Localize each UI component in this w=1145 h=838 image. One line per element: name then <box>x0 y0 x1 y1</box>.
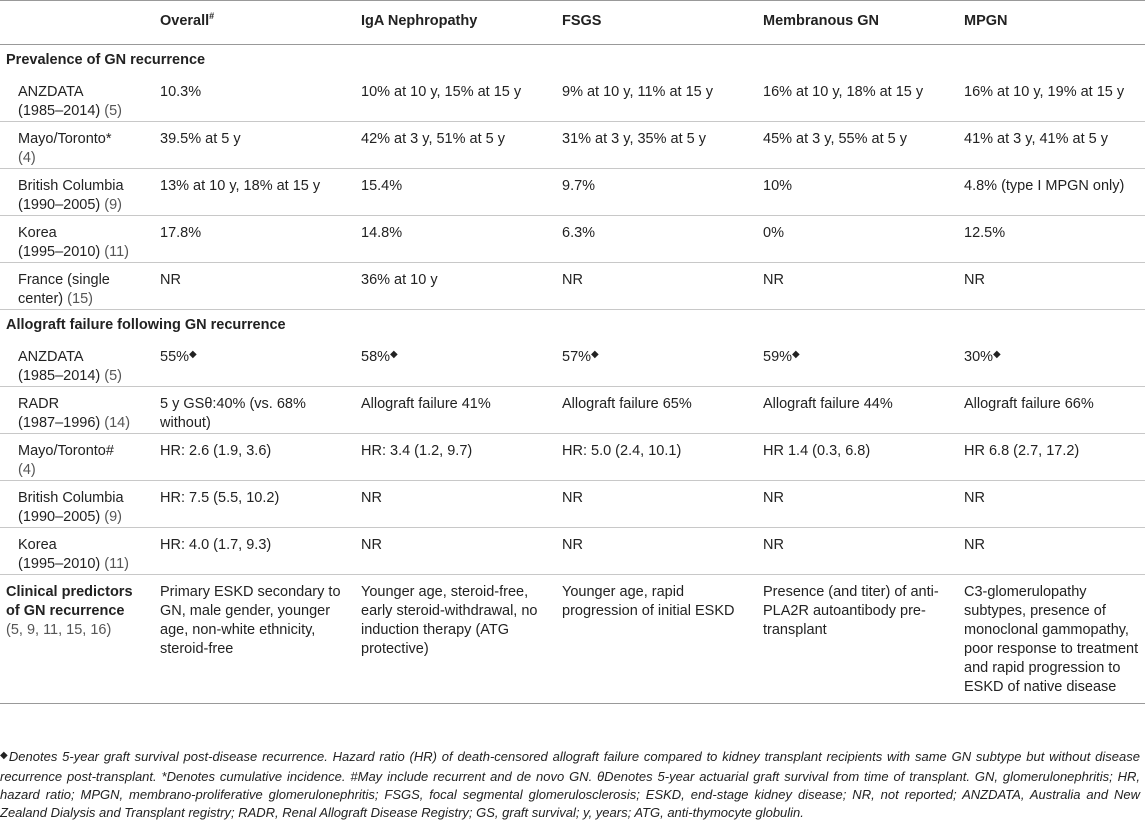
value-cell <box>353 387 554 434</box>
value-cell <box>755 216 956 263</box>
value-cell <box>755 263 956 310</box>
table-row <box>0 263 1145 310</box>
value-cell <box>956 263 1145 310</box>
cell-value: 16% at 10 y, 18% at 15 y <box>763 84 924 100</box>
value-cell <box>353 528 554 575</box>
study-years: (1987–1996) <box>18 415 101 431</box>
value-cell <box>956 169 1145 216</box>
reference: (15) <box>67 291 93 307</box>
cell-value: NR <box>763 490 784 506</box>
diamond-icon: ◆ <box>189 349 197 360</box>
study-years: (1990–2005) <box>18 197 101 213</box>
cell-value: NR <box>964 490 985 506</box>
predictor-cell: C3-glomerulopathy subtypes, presence of monoclonal gammopathy, poor response to treatment and rapid progression to ESKD of native disease <box>956 575 1145 704</box>
study-cell <box>0 216 152 263</box>
study-cell <box>0 434 152 481</box>
reference: (4) <box>18 150 36 166</box>
study-years: (1995–2010) <box>18 556 101 572</box>
cell-value: HR: 5.0 (2.4, 10.1) <box>562 443 682 459</box>
header-iga: IgA Nephropathy <box>353 1 554 45</box>
study-period <box>6 508 148 527</box>
cell-value: HR 1.4 (0.3, 6.8) <box>763 443 871 459</box>
value-cell <box>956 481 1145 528</box>
diamond-icon: ◆ <box>390 349 398 360</box>
study-name: RADR <box>18 396 60 412</box>
cell-value: NR <box>763 537 784 553</box>
study-period <box>6 555 148 574</box>
predictors-refs: (5, 9, 11, 15, 16) <box>6 622 112 638</box>
value-cell <box>554 528 755 575</box>
value-cell <box>152 263 353 310</box>
header-mpgn: MPGN <box>956 1 1145 45</box>
cell-value: NR <box>562 490 583 506</box>
study-period <box>6 196 148 215</box>
cell-value: 16% at 10 y, 19% at 15 y <box>964 84 1125 100</box>
cell-value: NR <box>160 272 181 288</box>
value-cell <box>755 169 956 216</box>
value-cell <box>554 216 755 263</box>
cell-value: 36% at 10 y <box>361 272 438 288</box>
header-fsgs: FSGS <box>554 1 755 45</box>
cell-value: HR 6.8 (2.7, 17.2) <box>964 443 1080 459</box>
predictor-cell: Primary ESKD secondary to GN, male gender, younger age, non-white ethnicity, steroid-free <box>152 575 353 704</box>
cell-value: 41% at 3 y, 41% at 5 y <box>964 131 1109 147</box>
value-cell <box>755 481 956 528</box>
study-cell <box>0 122 152 169</box>
cell-value: NR <box>964 272 985 288</box>
footnote-text: Denotes 5-year graft survival post-disease recurrence. Hazard ratio (HR) of death-censored allograft failure compared to kidney transplant recipients with same GN subtype but without disease recurrence post-transplant. *Denotes cumulative incidence. #May include recurrent and de novo GN. θDenotes 5-year actuarial graft survival from time of transplant. GN, glomerulonephritis; HR, hazard ratio; MPGN, membrano-proliferative glomerulonephritis; FSGS, focal segmental glomerulosclerosis; ESKD, end-stage kidney disease; NR, not reported; ANZDATA, Australia and New Zealand Dialysis and Transplant registry; RADR, Renal Allograft Disease Registry; GS, graft survival; y, years; ATG, anti-thymocyte globulin. <box>0 749 1140 820</box>
value-cell <box>353 340 554 387</box>
cell-value: Allograft failure 44% <box>763 396 893 412</box>
cell-value: 58% <box>361 349 391 365</box>
cell-value: NR <box>562 537 583 553</box>
study-cell <box>0 481 152 528</box>
value-cell <box>755 340 956 387</box>
table-row <box>0 528 1145 575</box>
value-cell <box>755 434 956 481</box>
study-cell <box>0 263 152 310</box>
header-empty <box>0 1 152 45</box>
study-name: France (single <box>18 272 110 288</box>
value-cell <box>755 387 956 434</box>
section-prevalence: Prevalence of GN recurrence <box>6 52 206 68</box>
cell-value: HR: 7.5 (5.5, 10.2) <box>160 490 280 506</box>
cell-value: 5 y GSθ:40% (vs. 68% without) <box>160 396 306 431</box>
value-cell <box>554 340 755 387</box>
diamond-icon: ◆ <box>0 750 9 761</box>
cell-value: NR <box>964 537 985 553</box>
value-cell <box>956 340 1145 387</box>
study-name: Korea <box>18 537 57 553</box>
table-row <box>0 434 1145 481</box>
table-row <box>0 481 1145 528</box>
cell-value: 10.3% <box>160 84 202 100</box>
study-years: center) <box>18 291 64 307</box>
predictor-cell: Younger age, steroid-free, early steroid-withdrawal, no induction therapy (ATG protective) <box>353 575 554 704</box>
value-cell <box>353 434 554 481</box>
study-name: Mayo/Toronto# <box>18 443 114 459</box>
cell-value: NR <box>361 490 382 506</box>
cell-value: 59% <box>763 349 793 365</box>
study-cell <box>0 75 152 122</box>
study-cell <box>0 528 152 575</box>
value-cell <box>956 122 1145 169</box>
cell-value: 0% <box>763 225 784 241</box>
study-years: (1995–2010) <box>18 244 101 260</box>
cell-value: 12.5% <box>964 225 1006 241</box>
cell-value: HR: 2.6 (1.9, 3.6) <box>160 443 272 459</box>
value-cell <box>353 169 554 216</box>
value-cell <box>755 122 956 169</box>
study-period <box>6 414 148 433</box>
cell-value: HR: 3.4 (1.2, 9.7) <box>361 443 473 459</box>
section-failure <box>0 310 1145 341</box>
footnote <box>0 748 1140 822</box>
cell-value: 39.5% at 5 y <box>160 131 241 147</box>
value-cell <box>152 528 353 575</box>
header-membranous: Membranous GN <box>755 1 956 45</box>
value-cell <box>755 528 956 575</box>
reference: (11) <box>104 244 129 260</box>
cell-value: NR <box>361 537 382 553</box>
value-cell <box>956 216 1145 263</box>
value-cell <box>152 122 353 169</box>
value-cell <box>152 434 353 481</box>
study-name: Mayo/Toronto* <box>18 131 112 147</box>
cell-value: 9.7% <box>562 178 596 194</box>
cell-value: 42% at 3 y, 51% at 5 y <box>361 131 506 147</box>
header-overall: Overall# <box>152 1 353 45</box>
study-name: ANZDATA <box>18 84 84 100</box>
value-cell <box>956 528 1145 575</box>
diamond-icon: ◆ <box>591 349 599 360</box>
table-row <box>0 75 1145 122</box>
study-years: (1985–2014) <box>18 103 101 119</box>
value-cell <box>554 263 755 310</box>
study-name: ANZDATA <box>18 349 84 365</box>
value-cell <box>554 387 755 434</box>
value-cell <box>554 169 755 216</box>
table-row <box>0 122 1145 169</box>
cell-value: 10% <box>763 178 793 194</box>
study-period <box>6 461 148 480</box>
reference: (9) <box>104 509 123 525</box>
header-row <box>0 1 1145 45</box>
study-cell <box>0 340 152 387</box>
study-period <box>6 102 148 121</box>
study-cell <box>0 169 152 216</box>
table-row <box>0 169 1145 216</box>
predictor-cell: Presence (and titer) of anti-PLA2R autoantibody pre-transplant <box>755 575 956 704</box>
study-name: Korea <box>18 225 57 241</box>
table-row <box>0 216 1145 263</box>
value-cell <box>353 122 554 169</box>
study-period <box>6 149 148 168</box>
study-years: (1985–2014) <box>18 368 101 384</box>
study-name: British Columbia <box>18 490 124 506</box>
cell-value: 55% <box>160 349 190 365</box>
study-years: (1990–2005) <box>18 509 101 525</box>
value-cell <box>152 481 353 528</box>
reference: (5) <box>104 103 123 119</box>
predictors-row <box>0 575 1145 704</box>
cell-value: 57% <box>562 349 592 365</box>
value-cell <box>956 387 1145 434</box>
reference: (5) <box>104 368 123 384</box>
study-name: British Columbia <box>18 178 124 194</box>
value-cell <box>152 169 353 216</box>
value-cell <box>554 75 755 122</box>
study-cell <box>0 387 152 434</box>
value-cell <box>755 75 956 122</box>
value-cell <box>554 122 755 169</box>
cell-value: 6.3% <box>562 225 596 241</box>
study-period <box>6 290 148 309</box>
cell-value: 31% at 3 y, 35% at 5 y <box>562 131 707 147</box>
value-cell <box>956 434 1145 481</box>
value-cell <box>152 387 353 434</box>
study-period <box>6 367 148 386</box>
table-row <box>0 387 1145 434</box>
value-cell <box>554 481 755 528</box>
cell-value: 15.4% <box>361 178 403 194</box>
cell-value: 10% at 10 y, 15% at 15 y <box>361 84 522 100</box>
value-cell <box>956 75 1145 122</box>
value-cell <box>554 434 755 481</box>
diamond-icon: ◆ <box>792 349 800 360</box>
value-cell <box>152 340 353 387</box>
cell-value: 45% at 3 y, 55% at 5 y <box>763 131 908 147</box>
predictor-cell: Younger age, rapid progression of initial ESKD <box>554 575 755 704</box>
value-cell <box>152 75 353 122</box>
study-period <box>6 243 148 262</box>
value-cell <box>353 216 554 263</box>
reference: (4) <box>18 462 36 478</box>
value-cell <box>152 216 353 263</box>
cell-value: 13% at 10 y, 18% at 15 y <box>160 178 321 194</box>
cell-value: HR: 4.0 (1.7, 9.3) <box>160 537 272 553</box>
reference: (9) <box>104 197 123 213</box>
cell-value: 14.8% <box>361 225 403 241</box>
section-title: Allograft failure following GN recurrence <box>0 310 1145 341</box>
cell-value: NR <box>562 272 583 288</box>
value-cell <box>353 481 554 528</box>
cell-value: Allograft failure 41% <box>361 396 491 412</box>
reference: (11) <box>104 556 129 572</box>
cell-value: Allograft failure 66% <box>964 396 1094 412</box>
value-cell <box>353 75 554 122</box>
predictors-label-cell <box>0 575 152 704</box>
cell-value: 9% at 10 y, 11% at 15 y <box>562 84 713 100</box>
cell-value: NR <box>763 272 784 288</box>
cell-value: 17.8% <box>160 225 202 241</box>
predictors-label: Clinical predictors of GN recurrence <box>6 584 133 619</box>
cell-value: 4.8% (type I MPGN only) <box>964 178 1125 194</box>
cell-value: Allograft failure 65% <box>562 396 692 412</box>
reference: (14) <box>104 415 131 431</box>
cell-value: 30% <box>964 349 994 365</box>
value-cell <box>353 263 554 310</box>
table-row <box>0 340 1145 387</box>
diamond-icon: ◆ <box>993 349 1001 360</box>
